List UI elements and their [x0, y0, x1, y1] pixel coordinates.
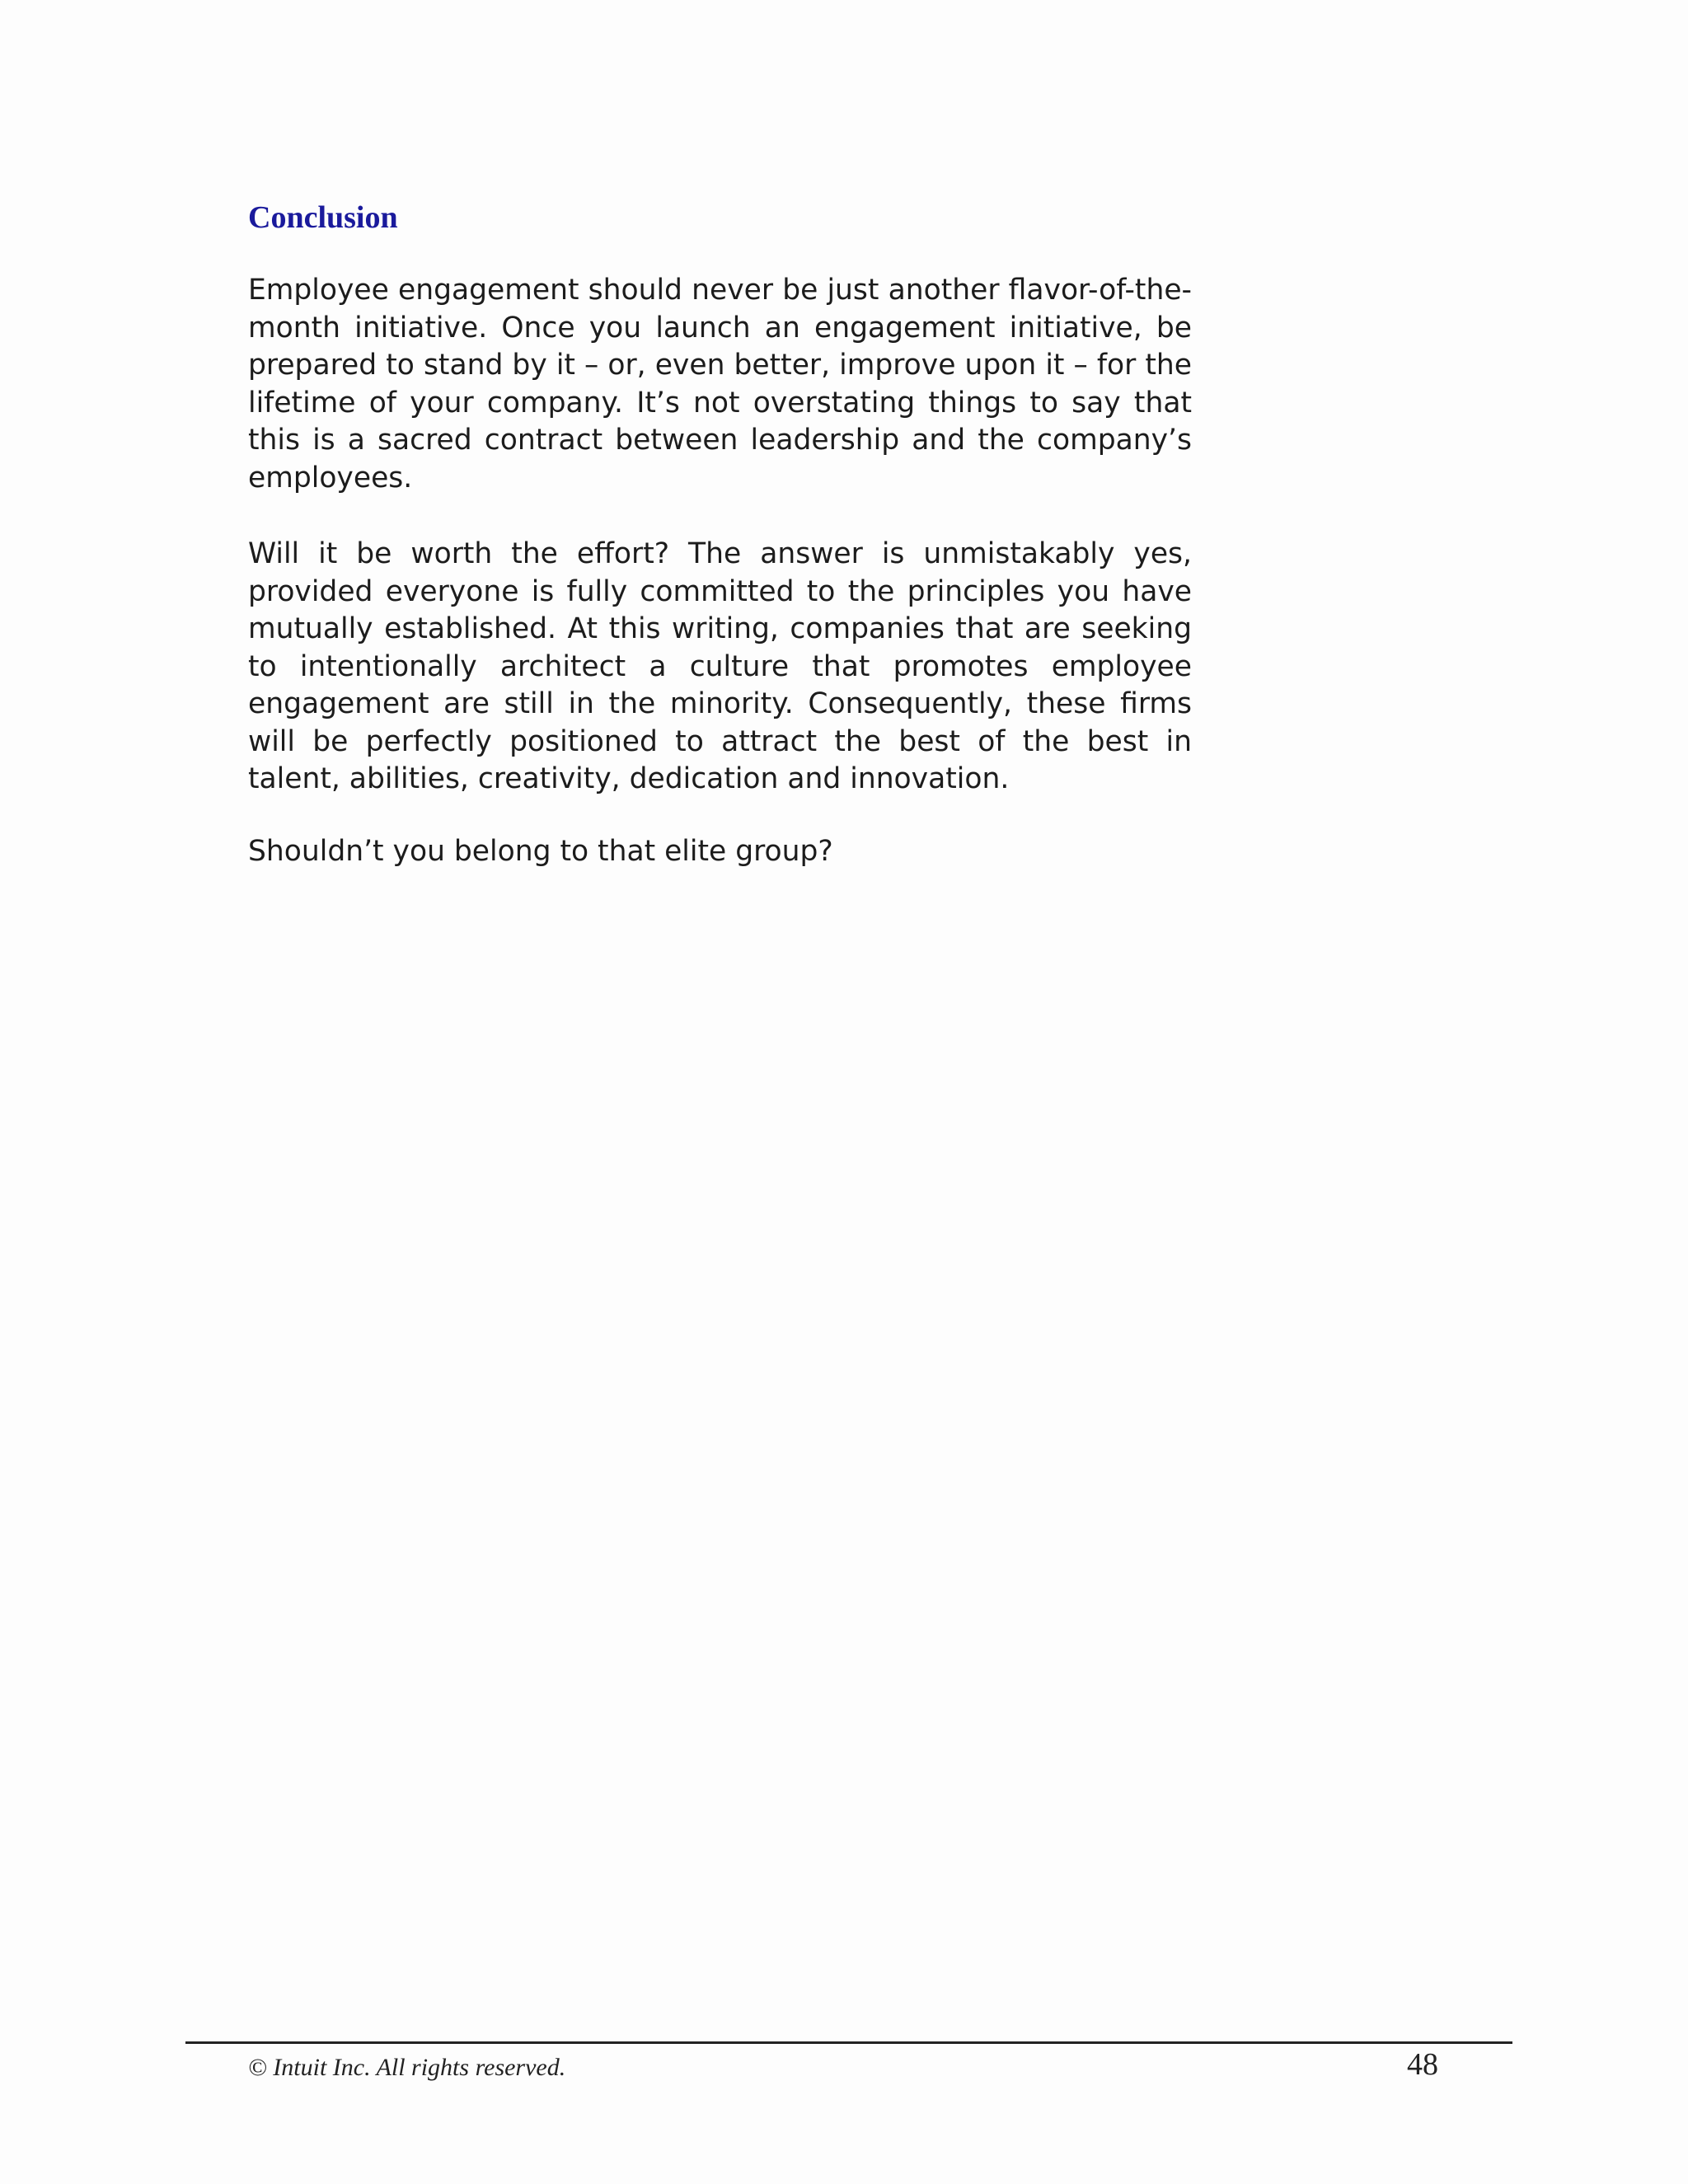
footer-copyright: © Intuit Inc. All rights reserved.	[248, 2054, 566, 2081]
page-number: 48	[1407, 2047, 1438, 2082]
paragraph-1: Employee engagement should never be just another flavor-of-the-month initiative. Once you launch an engagement initiative, be prepared to stand by it – or, even better, improve upon it – for the lifetime of your company. It’s not overstating things to say that this is a sacred contract between leadership and the company’s employees.	[248, 274, 1192, 494]
paragraph-2: Will it be worth the effort? The answer is unmistakably yes, provided everyone is fully committed to the principles you have mutually established. At this writing, companies that are seeking to intentionally architect a culture that promotes employee engagement are still in the minority. Consequently, these firms will be perfectly positioned to attract the best of the best in talent, abilities, creativity, dedication and innovation.	[248, 537, 1192, 795]
footer-divider	[185, 2041, 1512, 2044]
paragraph-3: Shouldn’t you belong to that elite group?	[248, 835, 833, 868]
section-heading: Conclusion	[248, 200, 398, 235]
